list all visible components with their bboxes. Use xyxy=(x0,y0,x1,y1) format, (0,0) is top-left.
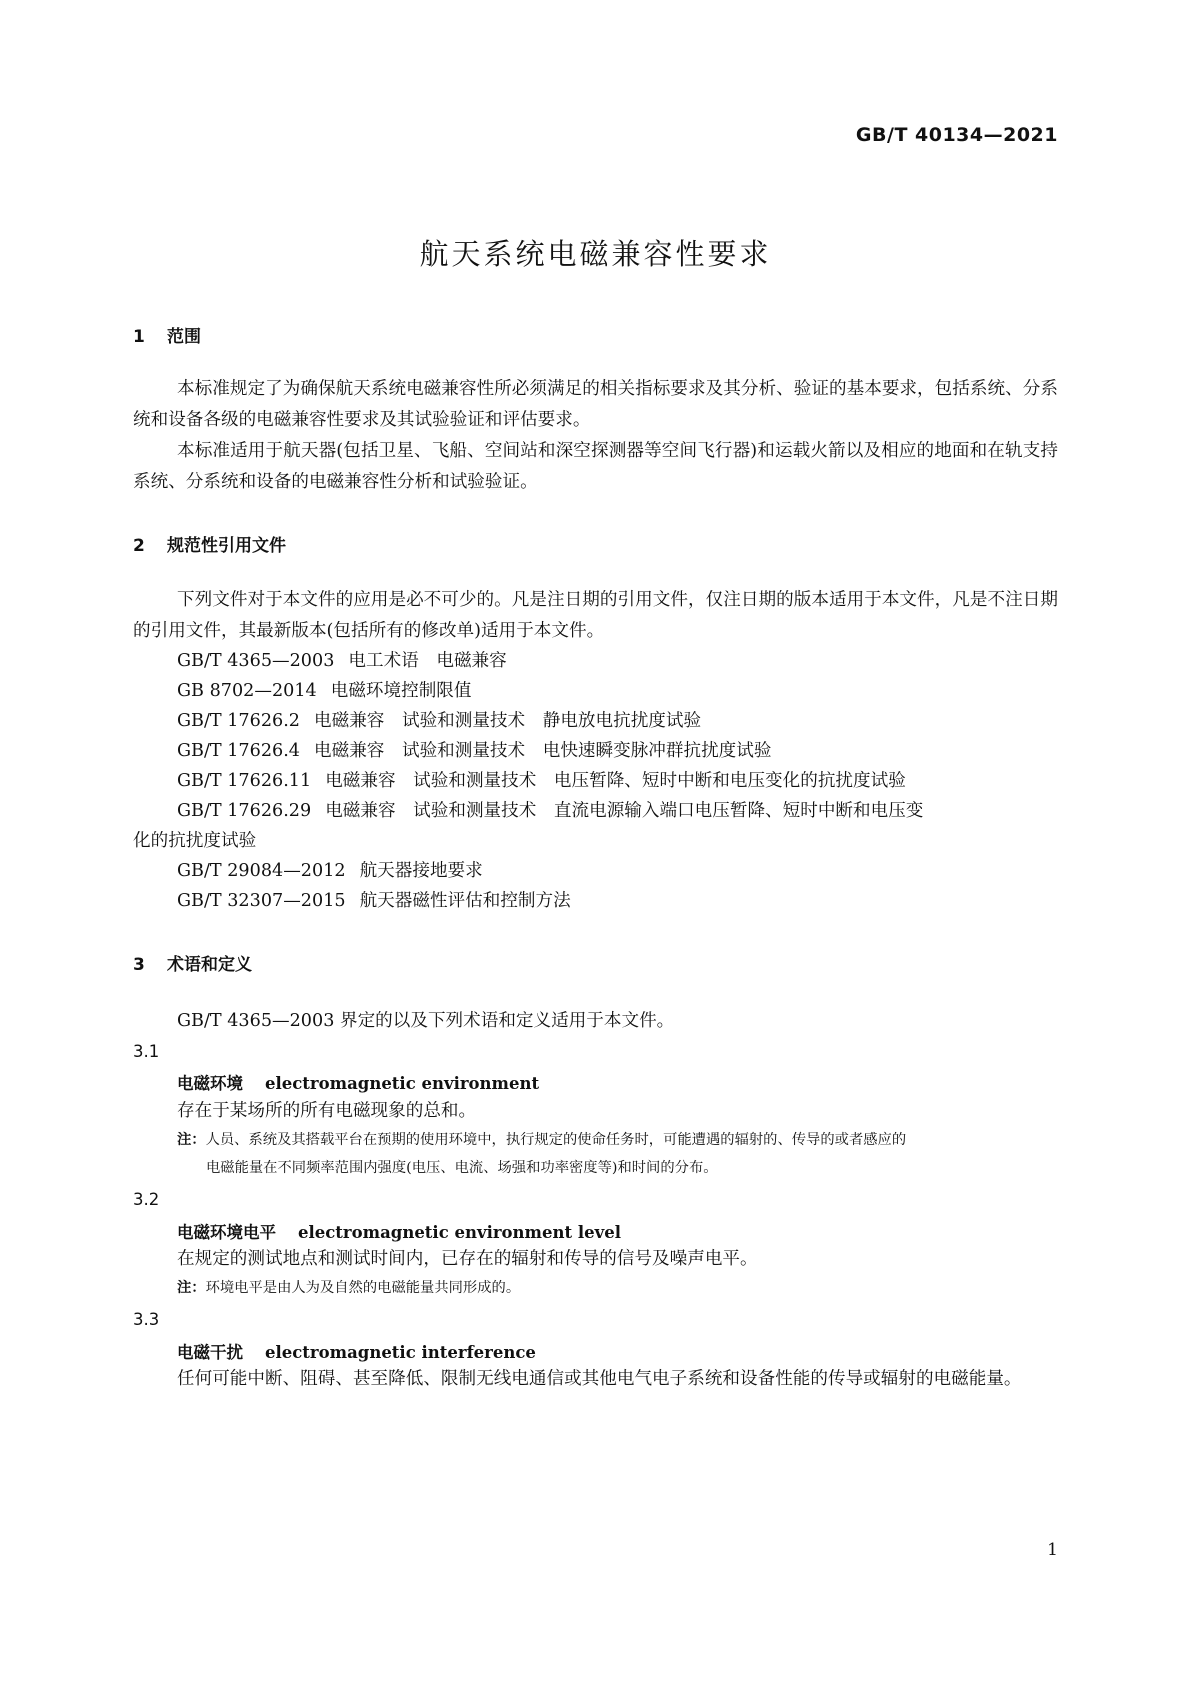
page-title: 航天系统电磁兼容性要求 xyxy=(419,237,772,271)
reference-title: 航天器接地要求 xyxy=(359,861,483,881)
reference-title: 电磁兼容 试验和测量技术 静电放电抗扰度试验 xyxy=(314,711,702,731)
term-note xyxy=(177,1274,1057,1302)
section-heading-normative-references xyxy=(133,531,286,556)
references-intro: 下列文件对于本文件的应用是必不可少的。凡是注日期的引用文件，仅注日期的版本适用于本文件，凡是不注日期的引用文件，其最新版本(包括所有的修改单)适用于本文件。 xyxy=(133,590,1058,641)
reference-code: GB 8702—2014 xyxy=(177,681,317,701)
terms-intro: GB/T 4365—2003 界定的以及下列术语和定义适用于本文件。 xyxy=(177,1011,675,1031)
reference-title: 电磁兼容 试验和测量技术 电压暂降、短时中断和电压变化的抗扰度试验 xyxy=(325,771,906,791)
scope-paragraph: 本标准规定了为确保航天系统电磁兼容性所必须满足的相关指标要求及其分析、验证的基本要求，包括系统、分系统和设备各级的电磁兼容性要求及其试验验证和评估要求。 xyxy=(133,379,1058,430)
reference-item xyxy=(177,766,1057,797)
reference-title: 电磁兼容 试验和测量技术 电快速瞬变脉冲群抗扰度试验 xyxy=(314,741,772,761)
reference-item xyxy=(177,676,1057,707)
reference-item xyxy=(177,856,1057,887)
section-number: 3 xyxy=(133,955,145,975)
reference-code: GB/T 17626.2 xyxy=(177,711,300,731)
reference-item xyxy=(177,886,1057,917)
section-heading-terms-and-definitions xyxy=(133,950,252,975)
reference-code: GB/T 17626.29 xyxy=(177,801,312,821)
reference-item xyxy=(177,646,1057,677)
reference-code: GB/T 32307—2015 xyxy=(177,891,346,911)
term-definition: 在规定的测试地点和测试时间内，已存在的辐射和传导的信号及噪声电平。 xyxy=(177,1249,758,1269)
term-definition: 存在于某场所的所有电磁现象的总和。 xyxy=(177,1101,477,1121)
page-number: 1 xyxy=(1047,1540,1058,1560)
scope-paragraph: 本标准适用于航天器(包括卫星、飞船、空间站和深空探测器等空间飞行器)和运载火箭以及相应的地面和在轨支持系统、分系统和设备的电磁兼容性分析和试验验证。 xyxy=(133,441,1058,492)
clause-number: 3.1 xyxy=(133,1042,160,1061)
term-chinese: 电磁环境电平 xyxy=(177,1223,276,1242)
term-chinese: 电磁环境 xyxy=(177,1074,243,1093)
reference-item xyxy=(177,706,1057,737)
reference-code: GB/T 29084—2012 xyxy=(177,861,346,881)
section-number: 1 xyxy=(133,327,145,347)
reference-continuation: 化的抗扰度试验 xyxy=(133,831,257,851)
note-text: 环境电平是由人为及自然的电磁能量共同形成的。 xyxy=(205,1280,521,1296)
reference-title: 航天器磁性评估和控制方法 xyxy=(359,891,571,911)
clause-number: 3.3 xyxy=(133,1310,160,1329)
term-english: electromagnetic interference xyxy=(265,1343,536,1362)
term-entry xyxy=(177,1219,621,1243)
clause-number: 3.2 xyxy=(133,1190,160,1209)
reference-title: 电工术语 电磁兼容 xyxy=(348,651,507,671)
reference-code: GB/T 4365—2003 xyxy=(177,651,335,671)
note-label: 注： xyxy=(177,1132,206,1148)
term-chinese: 电磁干扰 xyxy=(177,1343,243,1362)
reference-title: 电磁兼容 试验和测量技术 直流电源输入端口电压暂降、短时中断和电压变 xyxy=(325,801,924,821)
reference-code: GB/T 17626.4 xyxy=(177,741,300,761)
section-title: 范围 xyxy=(167,327,201,347)
term-english: electromagnetic environment level xyxy=(298,1223,621,1242)
note-continuation: 电磁能量在不同频率范围内强度(电压、电流、场强和功率密度等)和时间的分布。 xyxy=(206,1160,718,1176)
section-title: 规范性引用文件 xyxy=(167,536,286,556)
section-number: 2 xyxy=(133,536,145,556)
term-entry xyxy=(177,1070,539,1094)
section-title: 术语和定义 xyxy=(167,955,252,975)
term-entry xyxy=(177,1339,536,1363)
reference-title: 电磁环境控制限值 xyxy=(330,681,472,701)
term-note xyxy=(177,1126,1057,1154)
reference-item xyxy=(177,796,1057,827)
standard-number: GB/T 40134—2021 xyxy=(855,124,1058,146)
note-text: 人员、系统及其搭载平台在预期的使用环境中，执行规定的使命任务时，可能遭遇的辐射的、传导的或者感应的 xyxy=(205,1132,907,1148)
reference-item xyxy=(177,736,1057,767)
reference-code: GB/T 17626.11 xyxy=(177,771,312,791)
section-heading-scope xyxy=(133,322,201,347)
term-definition: 任何可能中断、阻碍、甚至降低、限制无线电通信或其他电气电子系统和设备性能的传导或辐射的电磁能量。 xyxy=(177,1369,1022,1389)
term-english: electromagnetic environment xyxy=(265,1074,540,1093)
note-label: 注： xyxy=(177,1280,206,1296)
